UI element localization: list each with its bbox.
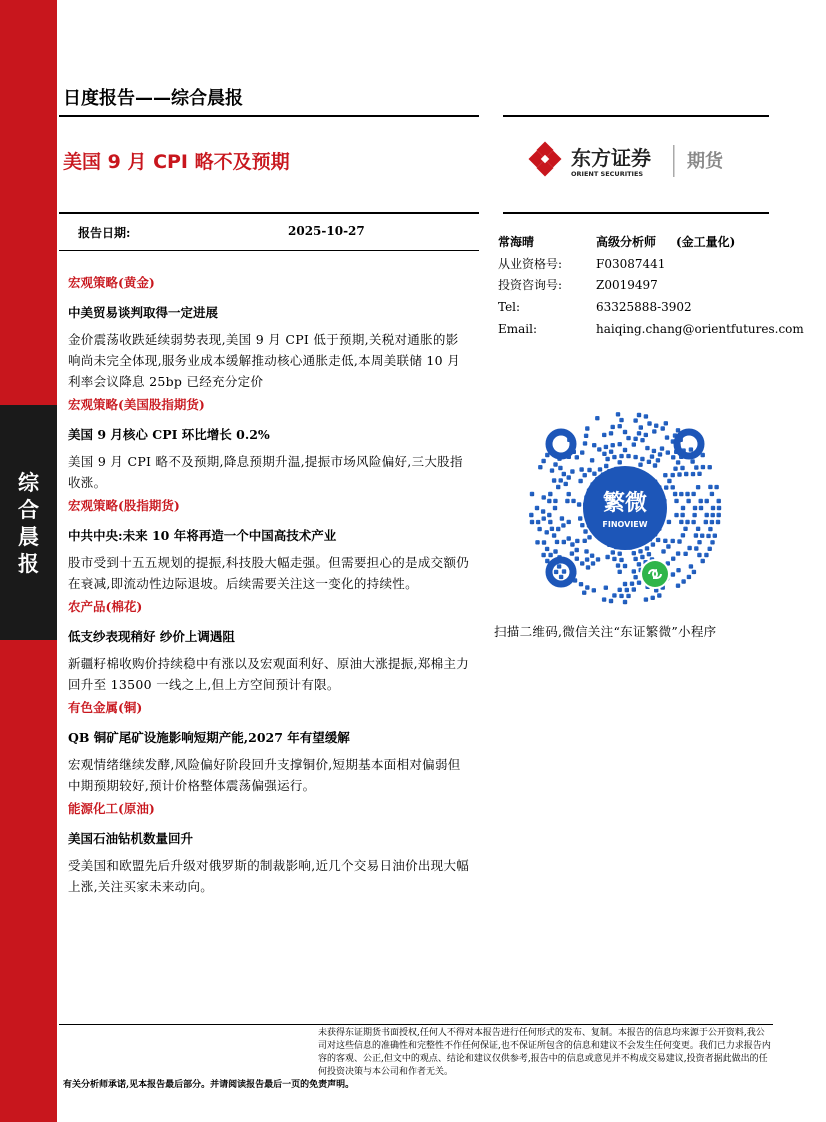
sections-column: [68, 272, 470, 899]
orient-securities-logo: [527, 140, 737, 182]
disclaimer-text: 未获得东证期货书面授权,任何人不得对本报告进行任何形式的发布、复制。本报告的信息均来源于公开资料,我公司对这些信息的准确性和完整性不作任何保证,也不保证所包含的信息和建议不会发生任何变更。我们已力求报告内容的客观、公正,但文中的观点、结论和建议仅供参考,报告中的信息或意见并不构成交易建议,投资者据此做出的任何投资决策与本公司和作者无关。: [318, 1028, 771, 1077]
email-label: Email:: [498, 321, 538, 336]
analyst-team: (金工量化): [676, 235, 736, 249]
qualification-row: [498, 256, 778, 278]
consult-row: [498, 277, 778, 299]
analyst-name-row: [498, 234, 778, 256]
sidebar-char: 报: [18, 552, 39, 576]
section: [68, 495, 470, 594]
section-body: 美国 9 月 CPI 略不及预期,降息预期升温,提振市场风险偏好,三大股指收涨。: [68, 454, 463, 490]
wechat-mini-program-icon: [640, 559, 670, 589]
section-headline: 低支纱表现稍好 纱价上调遇阻: [68, 629, 235, 644]
sidebar-char: 合: [18, 498, 39, 522]
sidebar-char: 晨: [18, 525, 39, 549]
analyst-name: 常海晴: [498, 235, 535, 249]
logo-mark-icon: [529, 142, 562, 177]
section: [68, 394, 470, 493]
qualification-value: F03087441: [596, 256, 666, 271]
consult-label: 投资咨询号:: [498, 278, 563, 293]
title-rule-right: [503, 212, 769, 214]
section-category: 宏观策略(股指期货): [68, 498, 180, 513]
consult-value: Z0019497: [596, 278, 658, 293]
section-headline: QB 铜矿尾矿设施影响短期产能,2027 年有望缓解: [68, 730, 350, 745]
tel-row: [498, 299, 778, 321]
section-category: 宏观策略(黄金): [68, 275, 155, 290]
sidebar-vertical-label: [0, 470, 57, 578]
logo-divider: [673, 145, 675, 177]
tel-value: 63325888-3902: [596, 300, 692, 315]
qualification-label: 从业资格号:: [498, 256, 563, 271]
date-rule: [59, 250, 479, 251]
email-value: haiqing.chang@orientfutures.com: [596, 321, 804, 336]
tel-label: Tel:: [498, 300, 521, 315]
section: [68, 798, 470, 897]
section-category: 宏观策略(美国股指期货): [68, 397, 205, 412]
mini-program-qr-code: [525, 408, 725, 608]
email-row: [498, 321, 804, 343]
section-headline: 中美贸易谈判取得一定进展: [68, 305, 219, 320]
logo-division: 期货: [687, 151, 723, 172]
section-body: 金价震荡收跌延续弱势表现,美国 9 月 CPI 低于预期,关税对通胀的影响尚未完全体现,服务业成本缓解推动核心通胀走低,本周美联储 10 月利率会议降息 25bp 已经充分定价: [68, 332, 461, 389]
section-body: 股市受到十五五规划的提振,科技股大幅走强。但需要担心的是成交额仍在衰减,即流动性边际退坡。后续需要关注这一变化的持续性。: [68, 555, 470, 591]
section-category: 农产品(棉花): [68, 599, 143, 614]
disclaimer-rule: [59, 1024, 773, 1025]
report-date-label: 报告日期:: [78, 226, 131, 240]
page-title: 美国 9 月 CPI 略不及预期: [63, 151, 290, 173]
section-headline: 美国 9 月核心 CPI 环比增长 0.2%: [68, 427, 270, 442]
section: [68, 596, 470, 695]
section-headline: 中共中央:未来 10 年将再造一个中国高技术产业: [68, 528, 337, 543]
report-date-value: 2025-10-27: [288, 224, 365, 238]
logo-cn-name: 东方证券: [571, 146, 651, 170]
qr-center-sub: FINOVIEW: [602, 520, 648, 529]
section: [68, 697, 470, 796]
analyst-info: [498, 234, 804, 342]
header-rule-left: [59, 115, 479, 117]
section-body: 宏观情绪继续发酵,风险偏好阶段回升支撑铜价,短期基本面相对偏弱但中期预期较好,预计价格整体震荡偏强运行。: [68, 757, 461, 793]
section-body: 新疆籽棉收购价持续稳中有涨以及宏观面利好、原油大涨提振,郑棉主力回升至 13500 一线之上,但上方空间预计有限。: [68, 656, 470, 692]
logo-en-name: ORIENT SECURITIES: [571, 170, 644, 178]
report-type: 日度报告——综合晨报: [63, 88, 243, 109]
section-category: 有色金属(铜): [68, 700, 143, 715]
section-body: 受美国和欧盟先后升级对俄罗斯的制裁影响,近几个交易日油价出现大幅上涨,关注买家未来动向。: [68, 858, 470, 894]
qr-center-text: 繁微: [602, 491, 648, 516]
section: [68, 272, 470, 392]
section-category: 能源化工(原油): [68, 801, 155, 816]
qr-caption: 扫描二维码,微信关注“东证繁微”小程序: [494, 624, 717, 639]
disclaimer-note: 有关分析师承诺,见本报告最后部分。并请阅读报告最后一页的免责声明。: [63, 1080, 355, 1090]
section-headline: 美国石油钻机数量回升: [68, 831, 194, 846]
title-rule-left: [59, 212, 479, 214]
sidebar-char: 综: [18, 471, 39, 495]
analyst-title: 高级分析师: [596, 235, 657, 249]
header-rule-right: [503, 115, 769, 117]
disclaimer: [63, 1027, 773, 1092]
